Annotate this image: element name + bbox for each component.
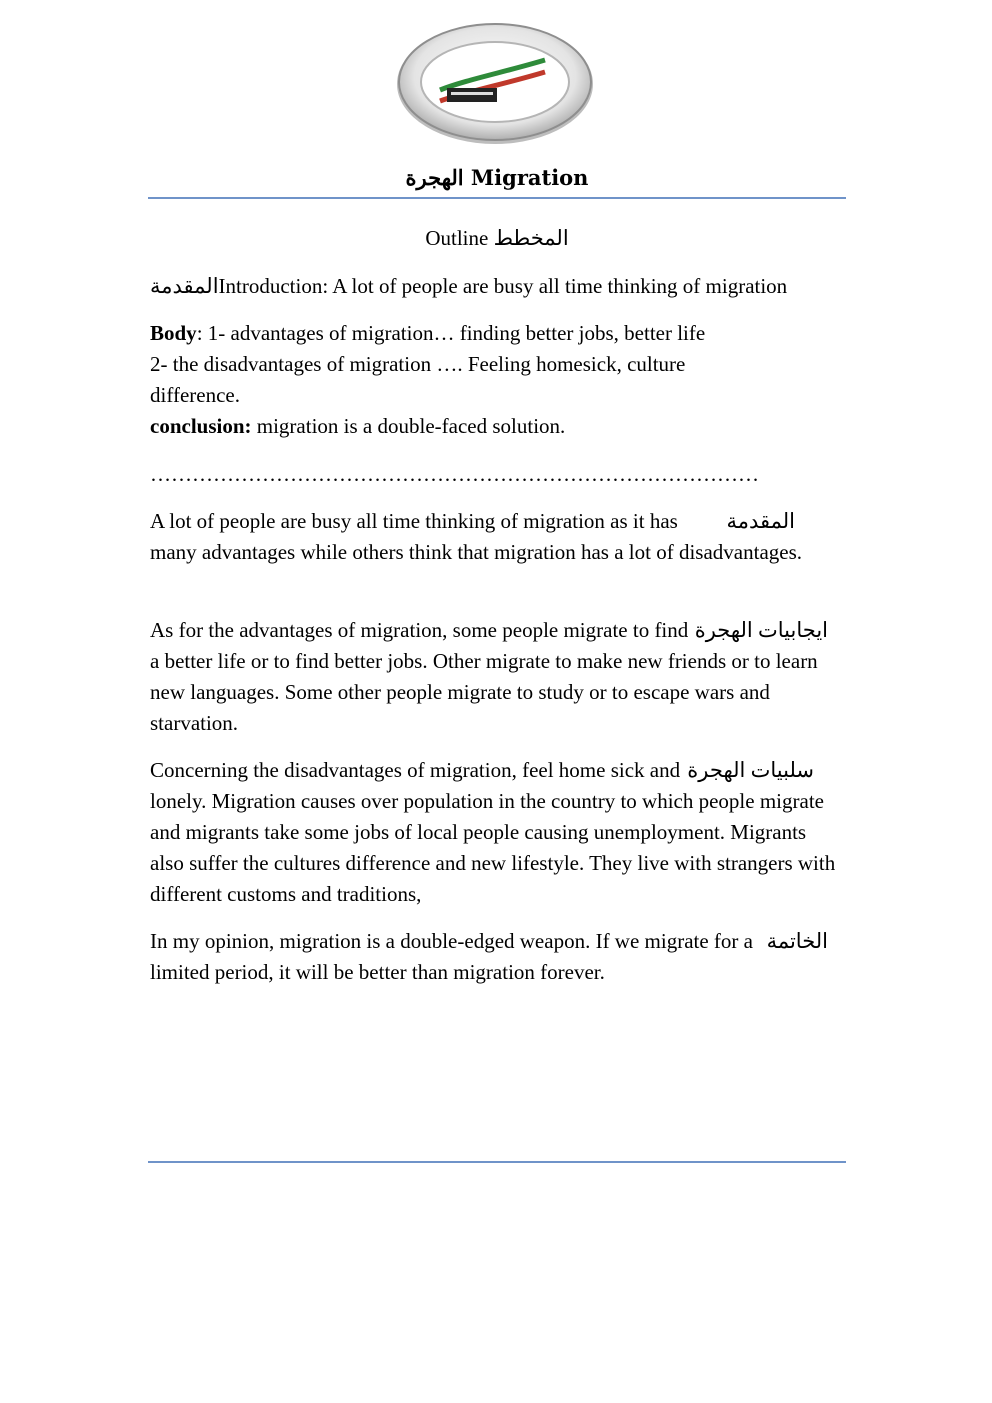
- outline-label-english: Outline: [425, 226, 489, 250]
- page-title: [148, 164, 846, 192]
- body-point-2: 2- the disadvantages of migration …. Feeling homesick, culture difference.: [150, 352, 686, 407]
- paragraph-conclusion-text: In my opinion, migration is a double-edged weapon. If we migrate for a limited period, it will be better than migration forever.: [150, 929, 753, 984]
- introduction-text: Introduction: A lot of people are busy all time thinking of migration: [218, 274, 788, 298]
- paragraph-disadvantages-label: سلبيات الهجرة: [687, 758, 814, 782]
- body-point-1: [150, 318, 850, 349]
- paragraph-advantages-text: As for the advantages of migration, some people migrate to find a better life or to find better jobs. Other migrate to make new friends or to learn new languages. Some other people migrate to study or to escape wars and starvation.: [150, 618, 818, 735]
- paragraph-advantages-label: ايجابيات الهجرة: [694, 618, 828, 642]
- outline-heading: [148, 224, 846, 252]
- paragraph-disadvantages-text: Concerning the disadvantages of migration, feel home sick and lonely. Migration causes over population in the country to which people migrate and migrants take some jobs of local people causing unemployment. Migrants also suffer the cultures difference and new lifestyle. They live with strangers with different customs and traditions,: [150, 758, 836, 906]
- conclusion-label: conclusion:: [150, 414, 252, 438]
- bottom-divider: [148, 1161, 846, 1163]
- paragraph-conclusion-label: الخاتمة: [766, 929, 828, 953]
- logo-emblem: [395, 22, 595, 150]
- paragraph-conclusion: [150, 926, 840, 988]
- body-label: Body: [150, 321, 197, 345]
- dotted-separator: ……………………………………………………………………………: [150, 462, 759, 486]
- title-english: Migration: [470, 165, 589, 190]
- paragraph-disadvantages: [150, 755, 840, 910]
- title-arabic: الهجرة: [405, 165, 464, 190]
- conclusion-line: [150, 411, 850, 442]
- introduction-line: [150, 271, 850, 302]
- paragraph-introduction-text: A lot of people are busy all time thinking of migration as it has many advantages while others think that migration has a lot of disadvantages.: [150, 509, 803, 564]
- paragraph-advantages: [150, 615, 840, 739]
- paragraph-introduction: [150, 506, 840, 568]
- paragraph-introduction-label: المقدمة: [726, 509, 795, 533]
- body-point-1-text: : 1- advantages of migration… finding better jobs, better life: [196, 321, 706, 345]
- outline-label-arabic: المخطط: [493, 226, 569, 250]
- conclusion-text: migration is a double-faced solution.: [251, 414, 566, 438]
- outline-body: [150, 318, 850, 442]
- top-divider: [148, 197, 846, 199]
- introduction-arabic-label: المقدمة: [150, 274, 219, 298]
